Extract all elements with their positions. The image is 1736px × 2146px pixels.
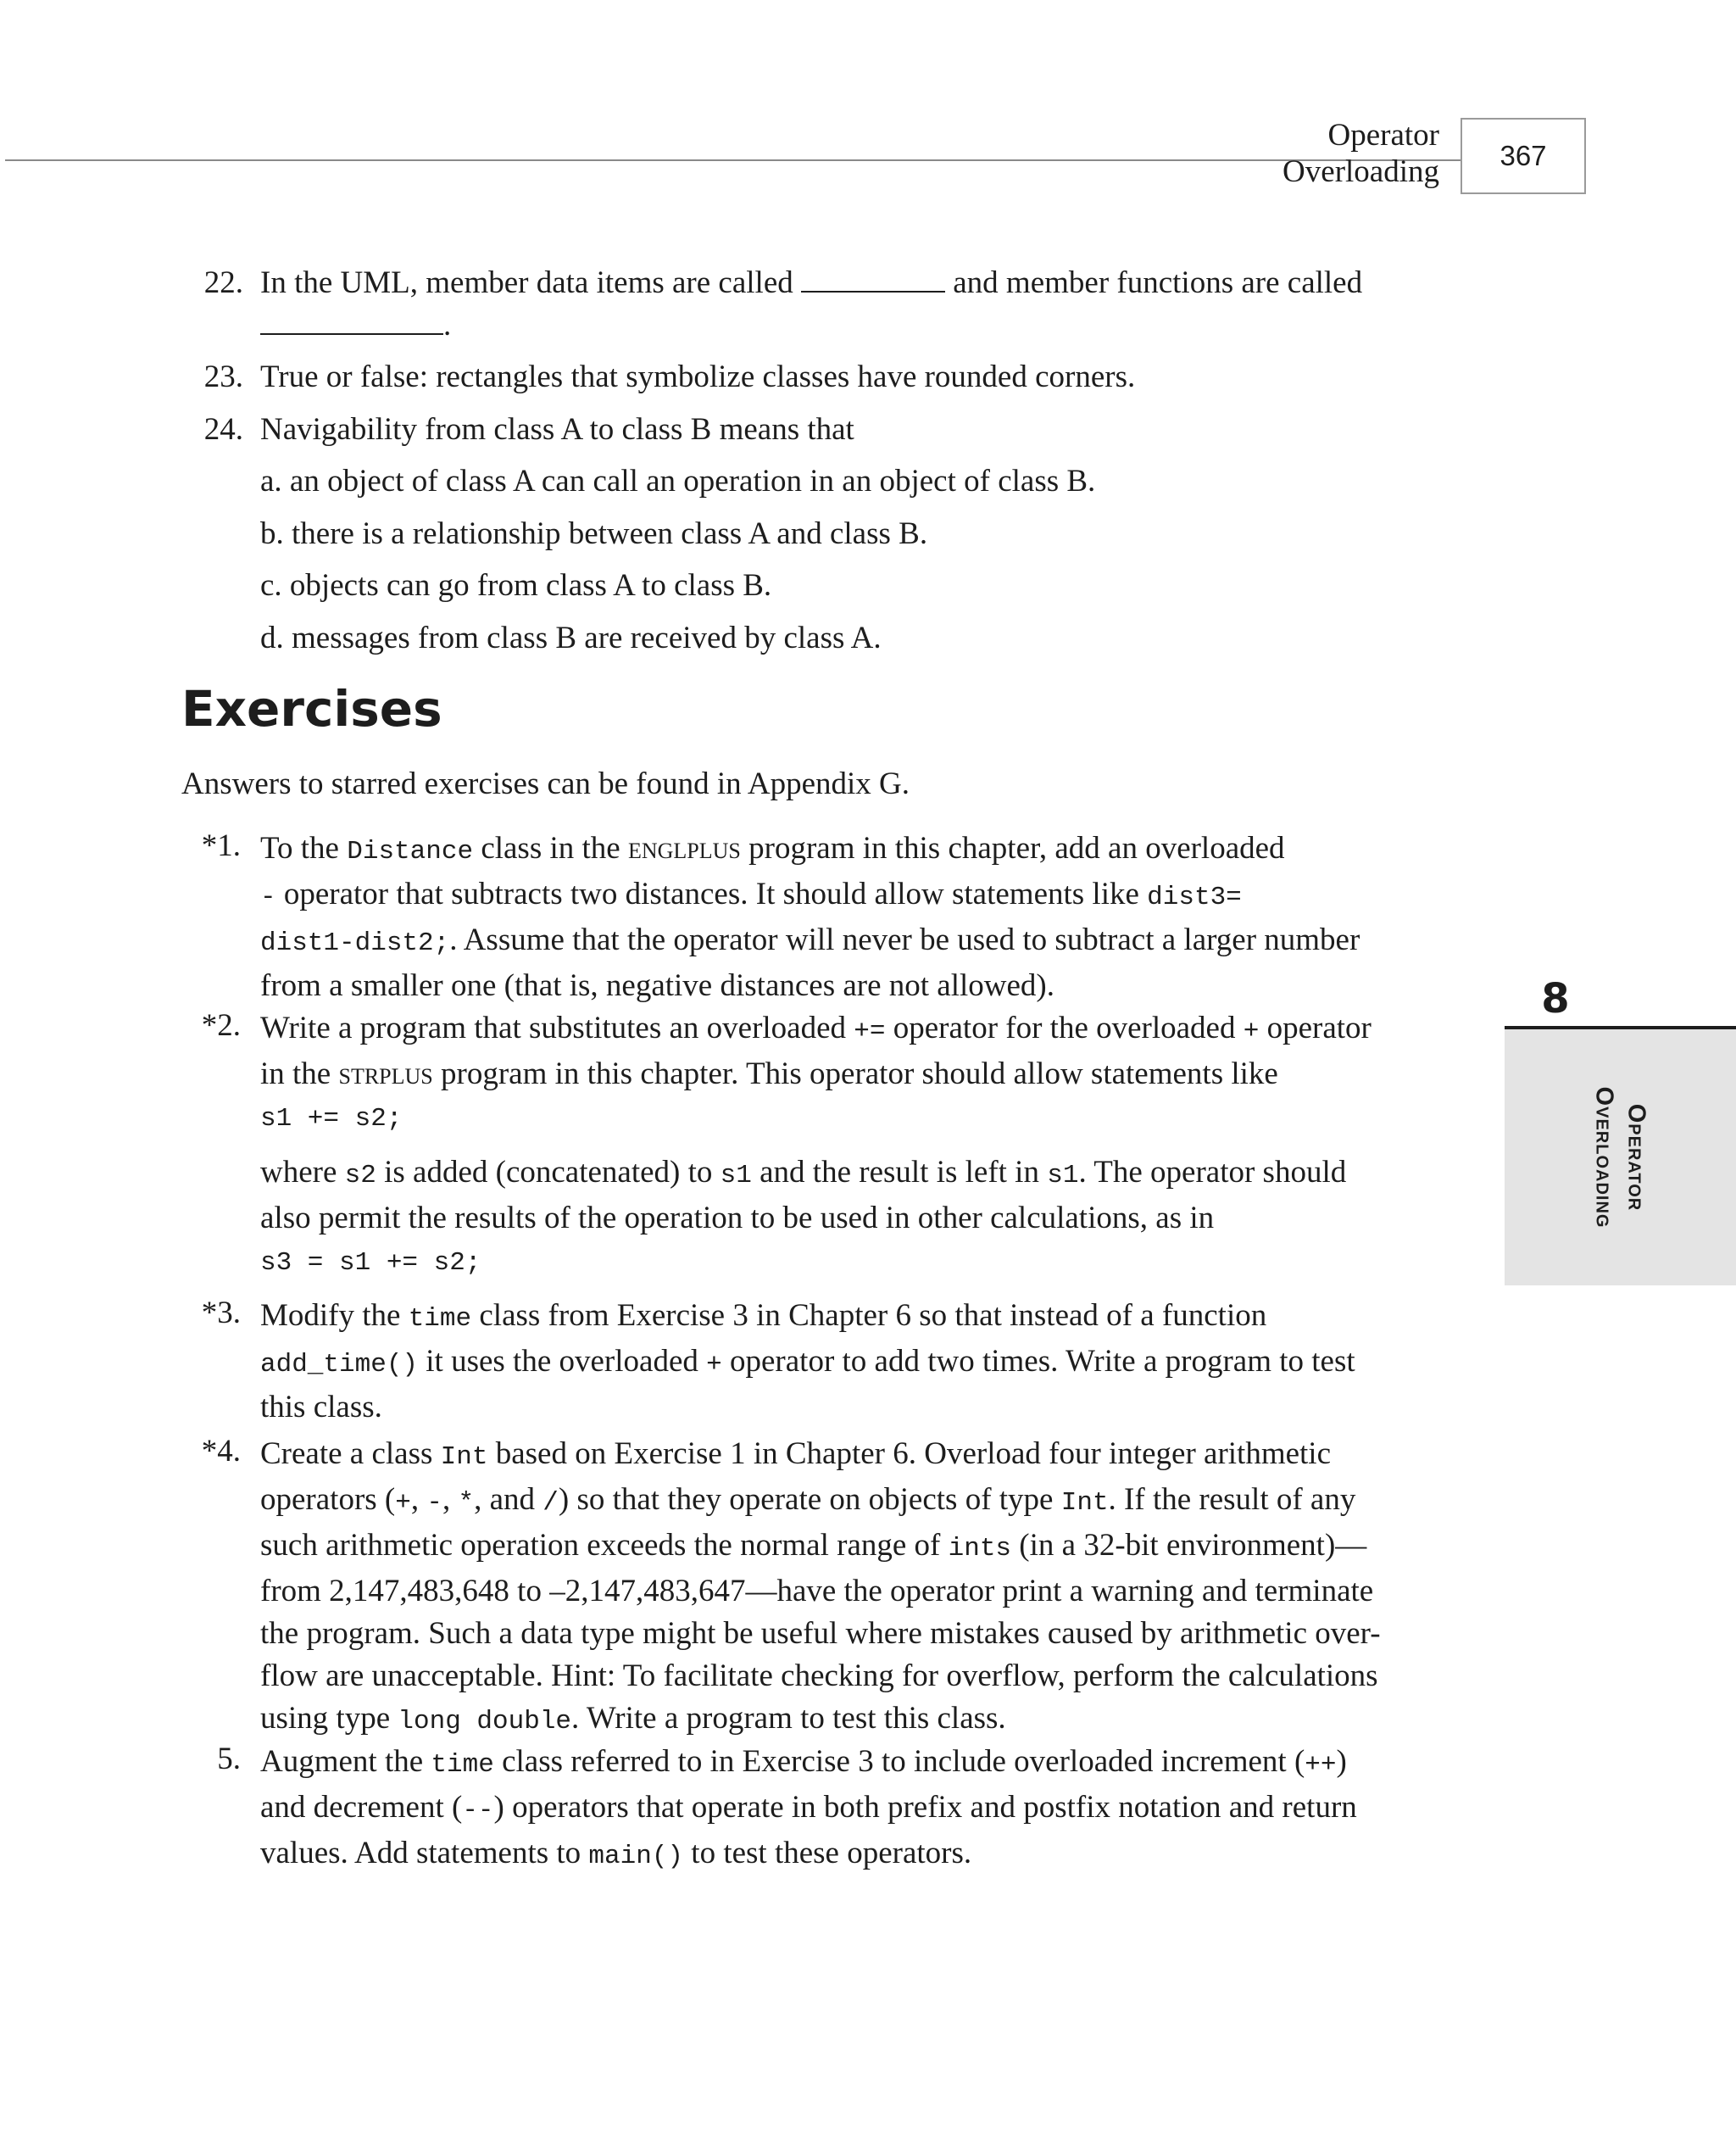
chapter-tab-number: 8 bbox=[1541, 975, 1570, 1023]
option-d: d. messages from class B are received by class A. bbox=[260, 621, 882, 655]
answer-blank bbox=[260, 309, 443, 335]
question-number: 23. bbox=[203, 360, 243, 394]
option-a: a. an object of class A can call an operation in an object of class B. bbox=[260, 464, 1096, 499]
exercise-number: *2. bbox=[201, 1008, 241, 1043]
exercise-number: *4. bbox=[201, 1434, 241, 1469]
question-text: Navigability from class A to class B means that bbox=[260, 412, 854, 447]
option-b: b. there is a relationship between class A and class B. bbox=[260, 516, 928, 551]
question-text: True or false: rectangles that symbolize classes have rounded corners. bbox=[260, 360, 1136, 394]
exercise-number: *3. bbox=[201, 1296, 241, 1330]
exercise-number: *1. bbox=[201, 828, 241, 863]
question-number: 24. bbox=[203, 412, 243, 447]
chapter-tab-label bbox=[1505, 1029, 1736, 1285]
exercise-number: 5. bbox=[217, 1742, 241, 1776]
exercise-text: Modify the time class from Exercise 3 in Chapter 6 so that instead of a function add_time() it uses the overloaded + operator to add two times. Write a program to test this class. bbox=[260, 1298, 1355, 1424]
section-title: Exercises bbox=[181, 680, 442, 738]
option-c: c. objects can go from class A to class B. bbox=[260, 568, 772, 603]
question-text: In the UML, member data items are called and member functions are called bbox=[260, 265, 1363, 300]
question-number: 22. bbox=[203, 265, 243, 300]
exercise-text: Write a program that substitutes an overloaded += operator for the overloaded + operator in the strplus program in this chapter. This operator should allow statements like bbox=[260, 1011, 1372, 1091]
section-intro: Answers to starred exercises can be found in Appendix G. bbox=[181, 766, 910, 801]
exercise-text: Create a class Int based on Exercise 1 in Chapter 6. Overload four integer arithmetic operators (+, -, *, and /) so that they operate on objects of type Int. If the result of any such arithmetic operation exceeds the normal range of ints (in a 32-bit environment)— from 2,147,483,648 to –2,147,483,647—have the operator print a warning and terminate the program. Such a data type might be useful where mistakes caused by arithmetic over- flow are unacceptable. Hint: To facilitate checking for overflow, perform the calculations using type long double. Write a program to test this class. bbox=[260, 1436, 1381, 1736]
exercise-text: To the Distance class in the englplus program in this chapter, add an overloaded - operator that subtracts two distances. It should allow statements like dist3= dist1-dist2;. Assume that the operator will never be used to subtract a larger number from a smaller one (that is, negative distances are not allowed). bbox=[260, 831, 1360, 1003]
chapter-tab-line1: Operator bbox=[1622, 1103, 1650, 1212]
answer-blank bbox=[801, 267, 945, 293]
chapter-tab-line2: Overloading bbox=[1590, 1086, 1618, 1229]
running-header-title: Operator Overloading bbox=[1283, 118, 1439, 189]
code-example: s1 += s2; bbox=[260, 1104, 403, 1134]
exercise-text: Augment the time class referred to in Exercise 3 to include overloaded increment (++) and decrement (--) operators that operate in both prefix and postfix notation and return values. Add statements to main() to test these operators. bbox=[260, 1744, 1357, 1871]
code-example: s3 = s1 += s2; bbox=[260, 1248, 481, 1278]
page-number: 367 bbox=[1461, 118, 1586, 194]
